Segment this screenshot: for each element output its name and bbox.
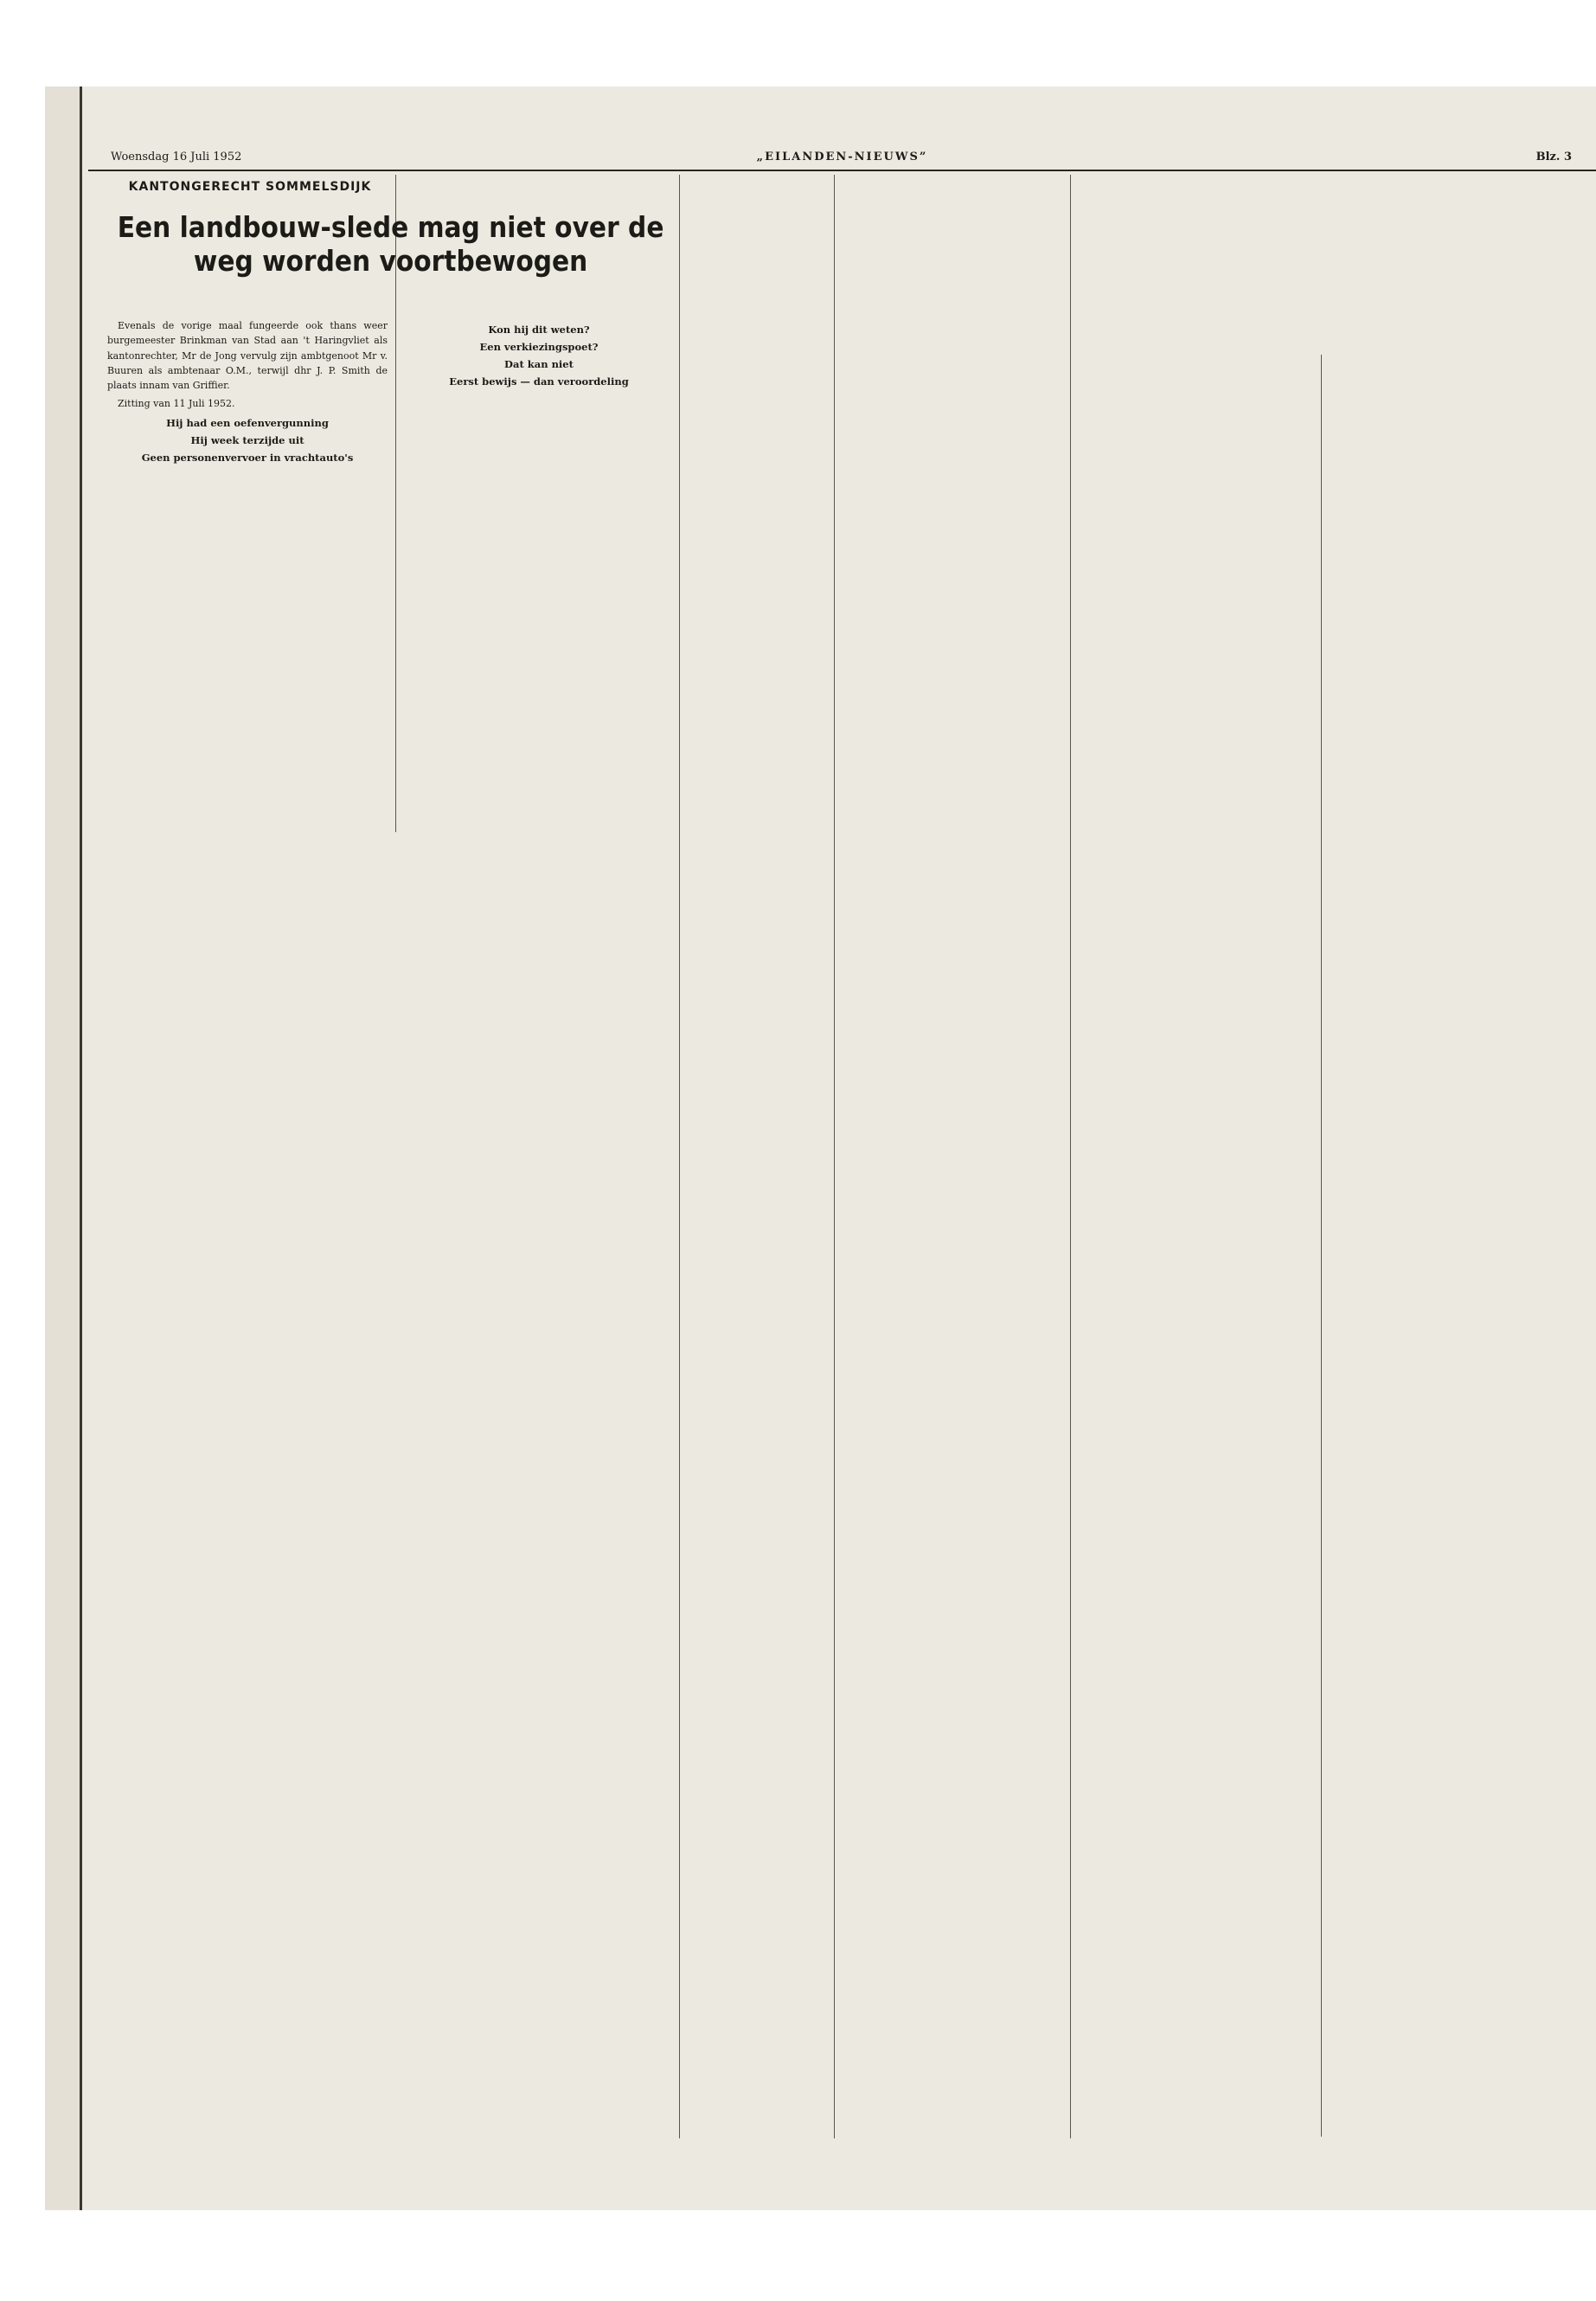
column-rule	[1321, 355, 1322, 2137]
newspaper-sheet	[88, 87, 1596, 2210]
paper-title: „EILANDEN-NIEUWS”	[756, 151, 928, 163]
kantongerecht-headline: Een landbouw-slede mag niet over de weg worden voortbewogen	[117, 210, 664, 278]
issue-date: Woensdag 16 Juli 1952	[111, 151, 242, 163]
subheading: Dat kan niet	[504, 358, 574, 370]
kanton-column-1	[107, 318, 388, 2135]
subheading: Eerst bewijs — dan veroordeling	[449, 375, 629, 388]
previous-page-edge	[45, 87, 82, 2210]
newspaper-page	[45, 87, 1596, 2210]
article-intro: Evenals de vorige maal fungeerde ook thans weer burgemeester Brinkman van Stad aan 't Haringvliet als kantonrechter, Mr de Jong vervulg zijn ambtgenoot Mr v. Buuren als ambtenaar O.M., terwijl dhr J. P. Smith de plaats innam van Griffier.	[107, 320, 388, 392]
subheading: Geen personenvervoer in vrachtauto's	[141, 451, 354, 464]
kanton-column-2	[403, 318, 675, 2135]
column-rule	[834, 175, 835, 2138]
column-rule	[1070, 175, 1071, 2138]
article-kicker: KANTONGERECHT SOMMELSDIJK	[128, 180, 372, 194]
masthead-rule	[88, 170, 1596, 171]
subheading: Kon hij dit weten?	[488, 324, 590, 336]
subheading: Een verkiezingspoet?	[479, 341, 599, 353]
page-number: Blz. 3	[1535, 151, 1572, 163]
column-rule	[679, 175, 680, 2138]
article-sitting: Zitting van 11 Juli 1952.	[118, 398, 235, 410]
subheading: Hij had een oefenvergunning	[166, 416, 329, 429]
subheading: Hij week terzijde uit	[190, 433, 304, 446]
